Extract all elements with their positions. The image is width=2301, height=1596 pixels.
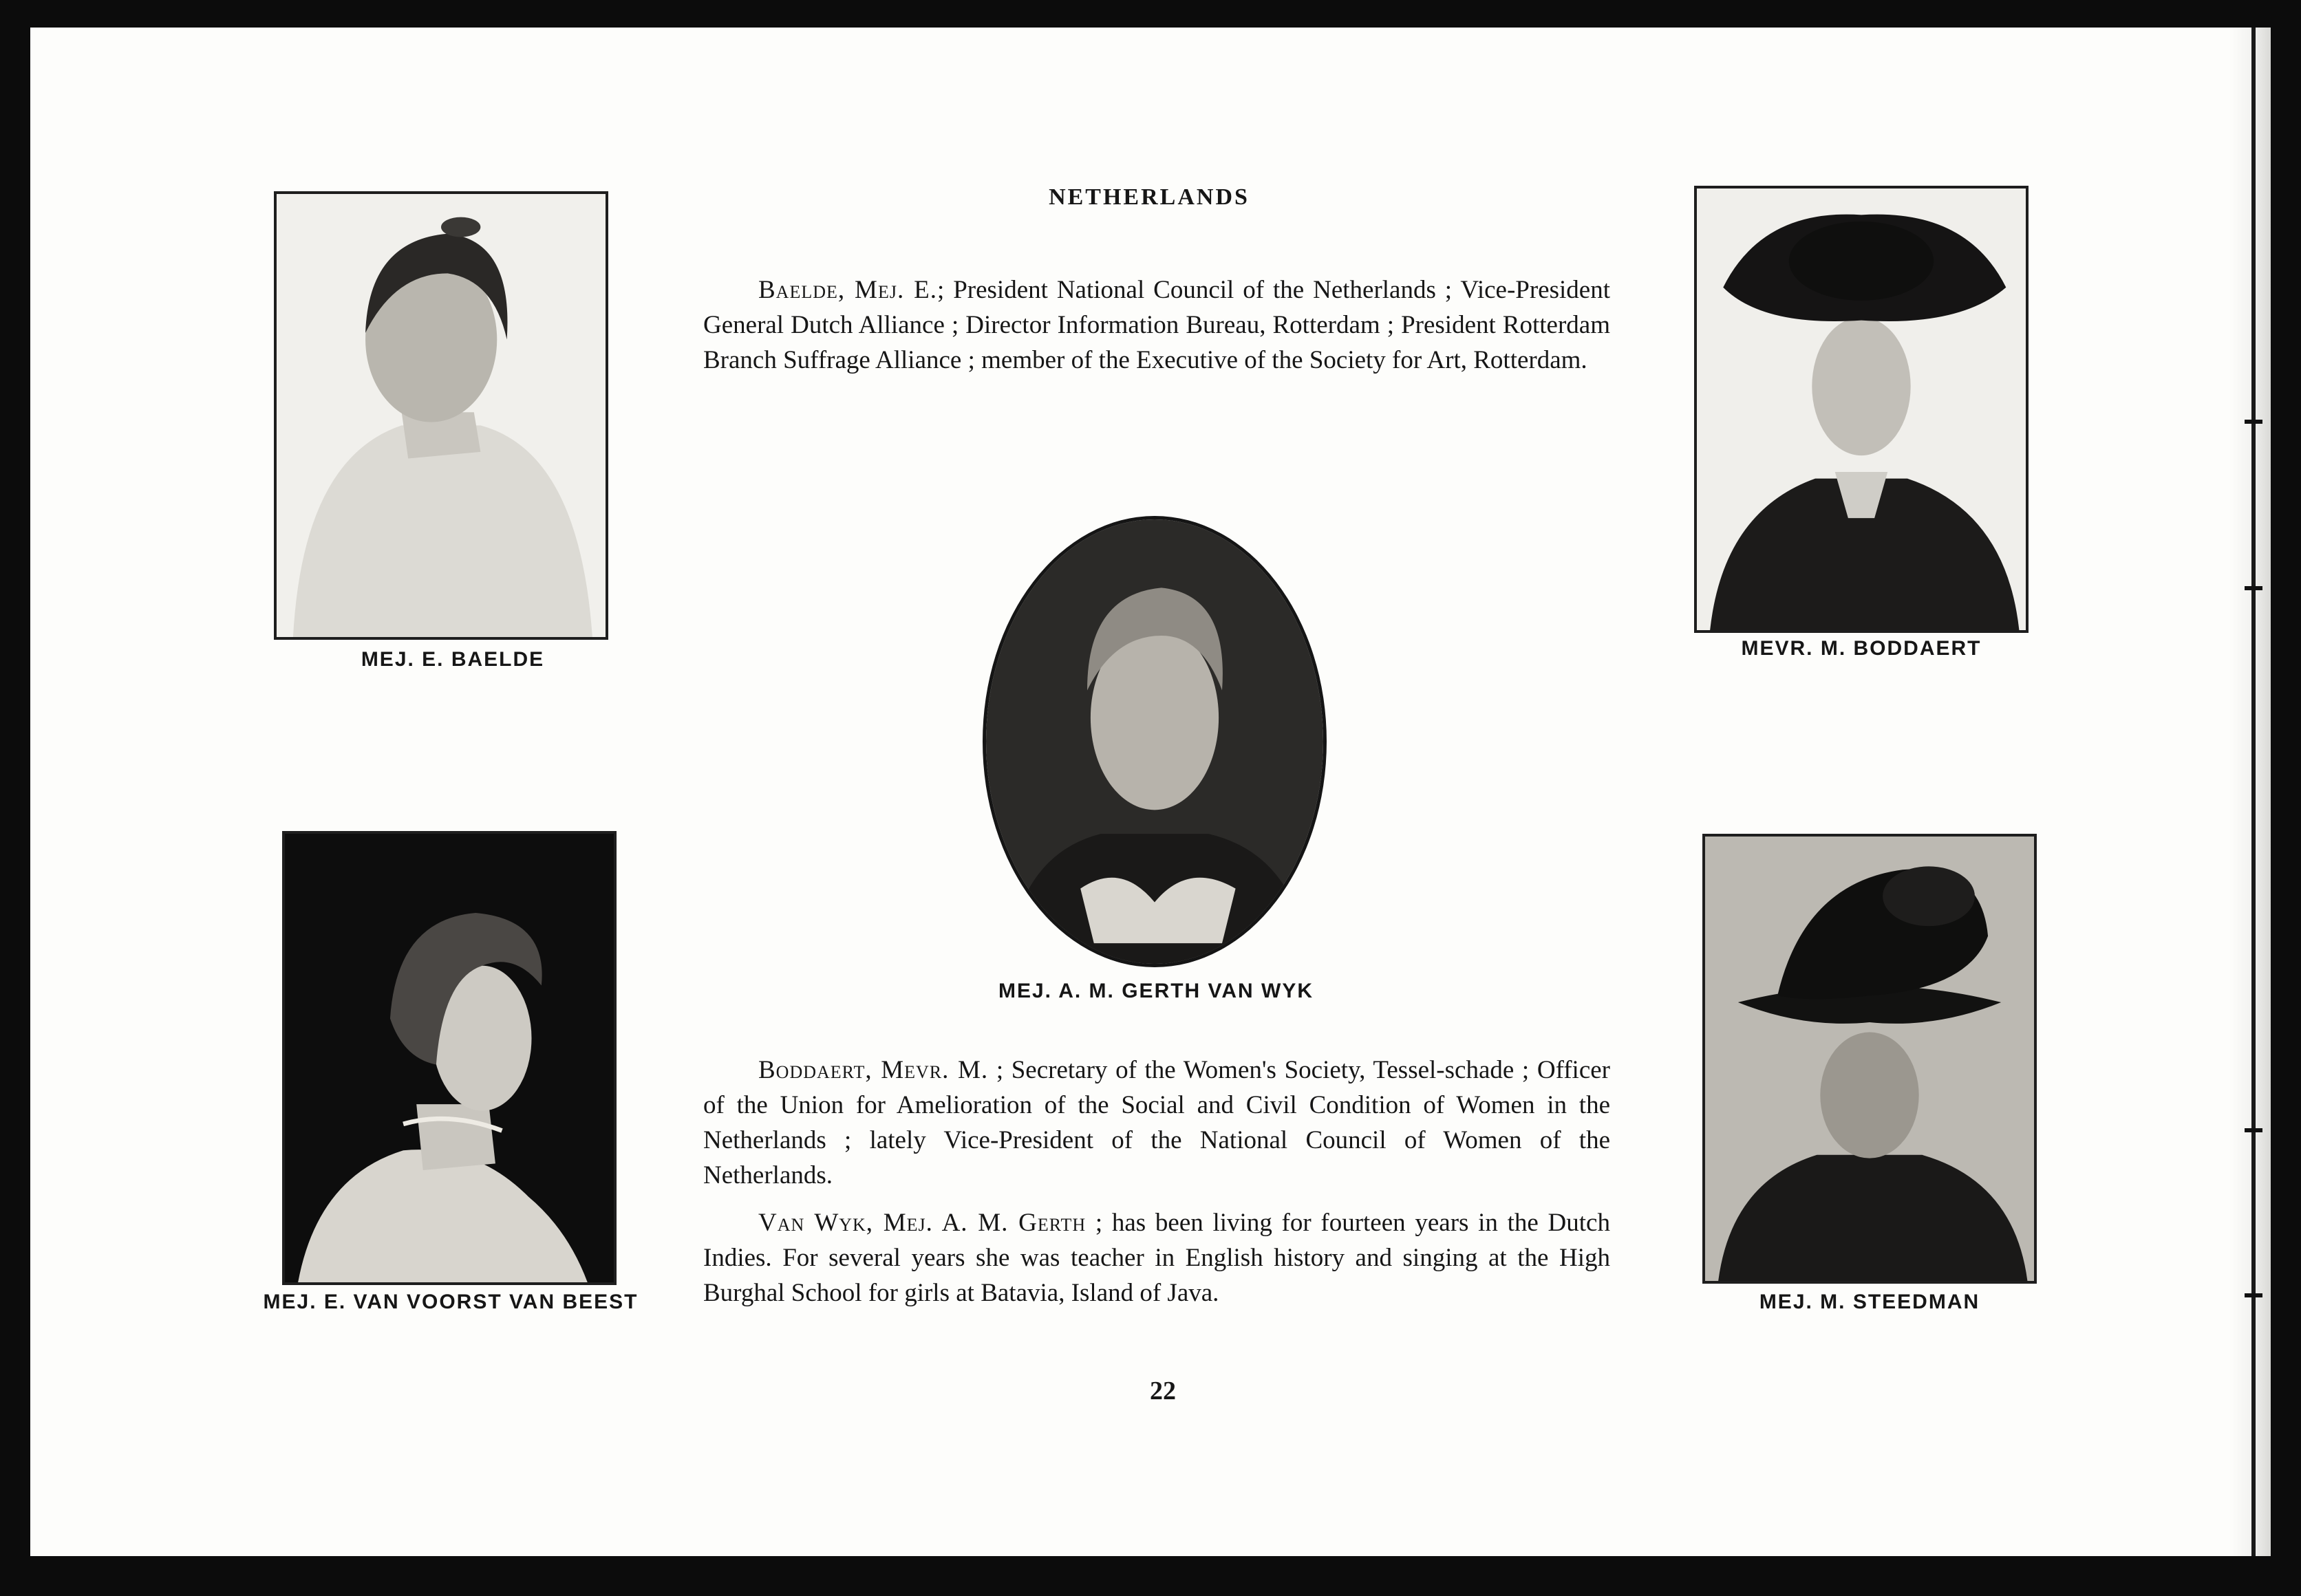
caption-steedman: MEJ. M. STEEDMAN: [1759, 1291, 1980, 1313]
binding-edge: [2251, 28, 2256, 1556]
bio-name-baelde: Baelde, Mej. E.: [758, 276, 937, 304]
portrait-boddaert: [1694, 186, 2029, 633]
caption-van-voorst-van-beest: MEJ. E. VAN VOORST VAN BEEST: [263, 1291, 639, 1313]
portrait-baelde: [274, 191, 608, 640]
portrait-gerth-van-wyk: [983, 516, 1327, 967]
binding-stitch: [2245, 1128, 2262, 1132]
portrait-van-voorst-van-beest: [282, 831, 617, 1285]
bio-baelde: [703, 272, 1610, 378]
caption-boddaert: MEVR. M. BODDAERT: [1741, 637, 1982, 660]
binding-stitch: [2245, 586, 2262, 590]
binding-stitch: [2245, 1293, 2262, 1297]
page-number: 22: [1150, 1377, 1176, 1405]
bio-boddaert: [703, 1053, 1610, 1193]
bio-text-baelde: ; President National Council of the Netherlands ; Vice-President General Dutch Alliance ; Director Information Bureau, Rotterdam ; President Rotterdam Branch Suffrage Alliance ; member of the Executive of the Society for Art, Rotterdam.: [703, 276, 1610, 374]
binding-stitch: [2245, 420, 2262, 424]
page-title: NETHERLANDS: [1049, 184, 1250, 210]
page-edge-shadow: [2229, 28, 2271, 1556]
bio-van-wyk: [703, 1205, 1610, 1311]
bio-text-boddaert: ; Secretary of the Women's Society, Tessel-schade ; Officer of the Union for Amelioration of the Social and Civil Condition of Women in the Netherlands ; lately Vice-President of the National Council of Women of the Netherlands.: [703, 1056, 1610, 1189]
bio-name-boddaert: Boddaert, Mevr. M.: [758, 1056, 989, 1084]
caption-gerth-van-wyk: MEJ. A. M. GERTH VAN WYK: [998, 980, 1314, 1002]
portrait-steedman: [1702, 834, 2037, 1284]
bio-name-van-wyk: Van Wyk, Mej. A. M. Gerth: [758, 1209, 1087, 1237]
bio-text-van-wyk: ; has been living for fourteen years in the Dutch Indies. For several years she was teacher in English history and singing at the High Burghal School for girls at Batavia, Island of Java.: [703, 1209, 1610, 1307]
caption-baelde: MEJ. E. BAELDE: [361, 648, 545, 671]
